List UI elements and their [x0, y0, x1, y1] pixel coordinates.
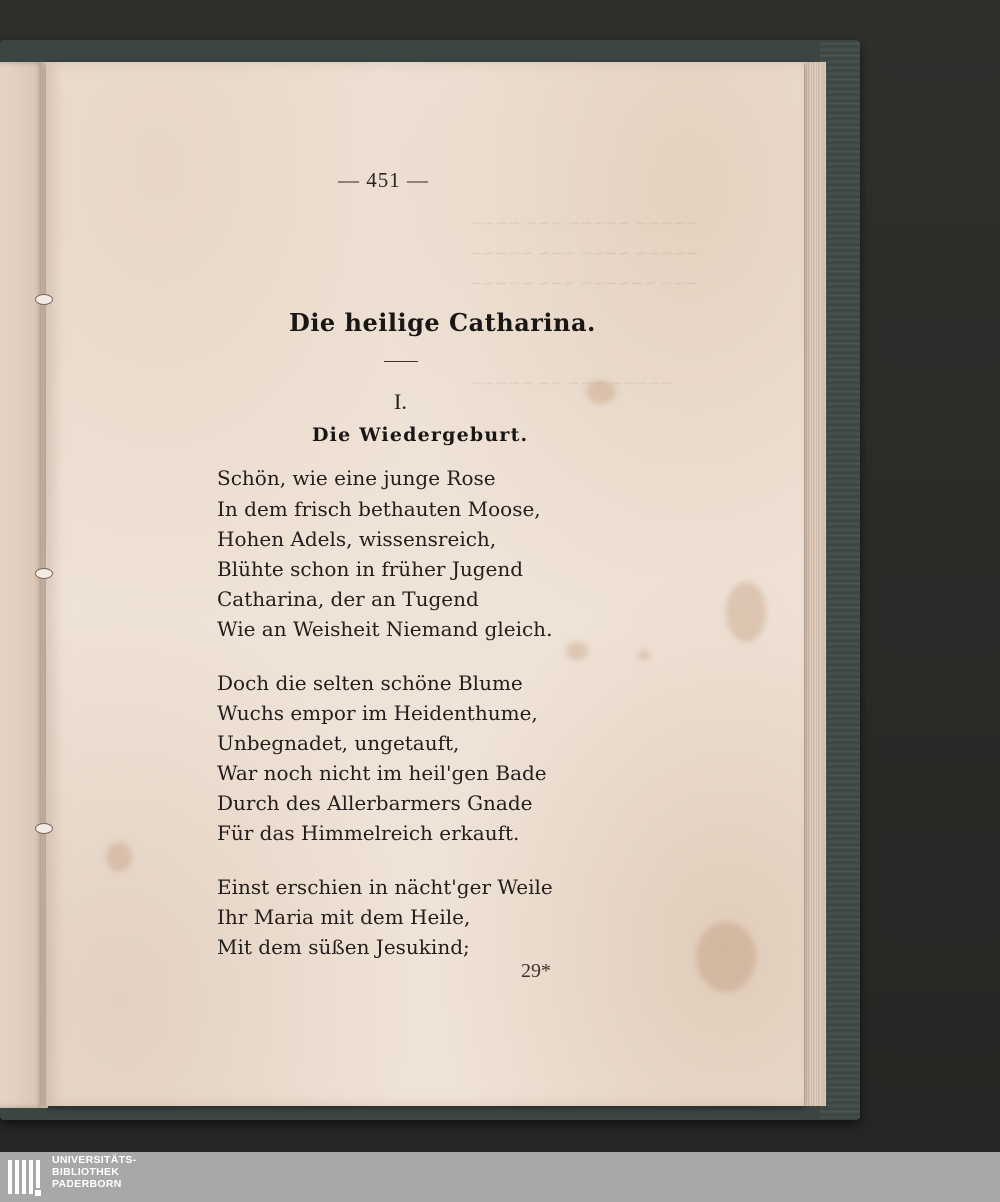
page-number: — 451 —: [338, 168, 429, 192]
verse-line: Doch die selten schöne Blume: [217, 671, 523, 695]
printer-signature: 29*: [521, 960, 551, 982]
section-number: I.: [394, 389, 407, 414]
verse-line: Unbegnadet, ungetauft,: [217, 731, 460, 755]
foxing-stain: [638, 650, 650, 660]
foxing-stain: [566, 642, 588, 660]
verse-line: Catharina, der an Tugend: [217, 587, 479, 611]
verse-line: Ihr Maria mit dem Heile,: [217, 905, 471, 929]
foxing-stain: [106, 842, 132, 872]
verse-line: War noch nicht im heil'gen Bade: [217, 761, 547, 785]
binding-stitch: [35, 823, 53, 834]
scan-area: ~~~~~ ~~~~~ ~~~ ~~~~ ~~~~~ ~~~~ ~~~ ~~~~~ ~~~ ~~~~~~ ~~~ ~~~~~ ~~~~~ ~~~ ~~ ~~~~~ — 451 — Die heilige Catharina. I. Die Wiedergeburt. Schön, wie eine junge Rose In dem frisch bethauten Moose, Hohen Adels, wissensreich, Blühte schon in früher Jugend Catharina, der an Tugend Wie an Weisheit Niemand gleich. Doch die selten schöne Blume Wuchs empor im Heidenthume, Unbegnadet, ungetauft, War noch nicht im heil'gen Bade Durch des Allerbarmers Gnade Für das Himmelreich erkauft. Einst erschien in nächt'ger Weile Ihr Maria mit dem Heile, Mit dem süßen Jesukind; 29*: [0, 0, 1000, 1152]
footer-logo-line2: BIBLIOTHEK: [52, 1166, 120, 1178]
verse-line: Für das Himmelreich erkauft.: [217, 821, 520, 845]
verse-line: Einst erschien in nächt'ger Weile: [217, 875, 553, 899]
book-cover-edge: [820, 42, 860, 1118]
footer-logo-line1: UNIVERSITÄTS-: [52, 1154, 137, 1166]
binding-stitch: [35, 568, 53, 579]
footer-logo-line3: PADERBORN: [52, 1178, 122, 1190]
left-page-fragment: [0, 62, 44, 1108]
foxing-stain: [696, 922, 756, 992]
verse-line: Hohen Adels, wissensreich,: [217, 527, 497, 551]
chapter-title: Die heilige Catharina.: [289, 308, 596, 337]
verse-line: Blühte schon in früher Jugend: [217, 557, 524, 581]
footer-bar: [0, 1152, 1000, 1202]
verse-line: Wuchs empor im Heidenthume,: [217, 701, 538, 725]
verse-line: Wie an Weisheit Niemand gleich.: [217, 617, 553, 641]
foxing-stain: [726, 582, 766, 642]
page-stack-edge: [802, 62, 826, 1106]
section-subtitle: Die Wiedergeburt.: [312, 424, 529, 446]
library-logo-icon: [6, 1156, 46, 1198]
verse-line: Durch des Allerbarmers Gnade: [217, 791, 533, 815]
title-divider: [384, 361, 418, 362]
verse-line: In dem frisch bethauten Moose,: [217, 497, 541, 521]
binding-stitch: [35, 294, 53, 305]
verse-line: Schön, wie eine junge Rose: [217, 466, 496, 490]
verse-line: Mit dem süßen Jesukind;: [217, 935, 470, 959]
